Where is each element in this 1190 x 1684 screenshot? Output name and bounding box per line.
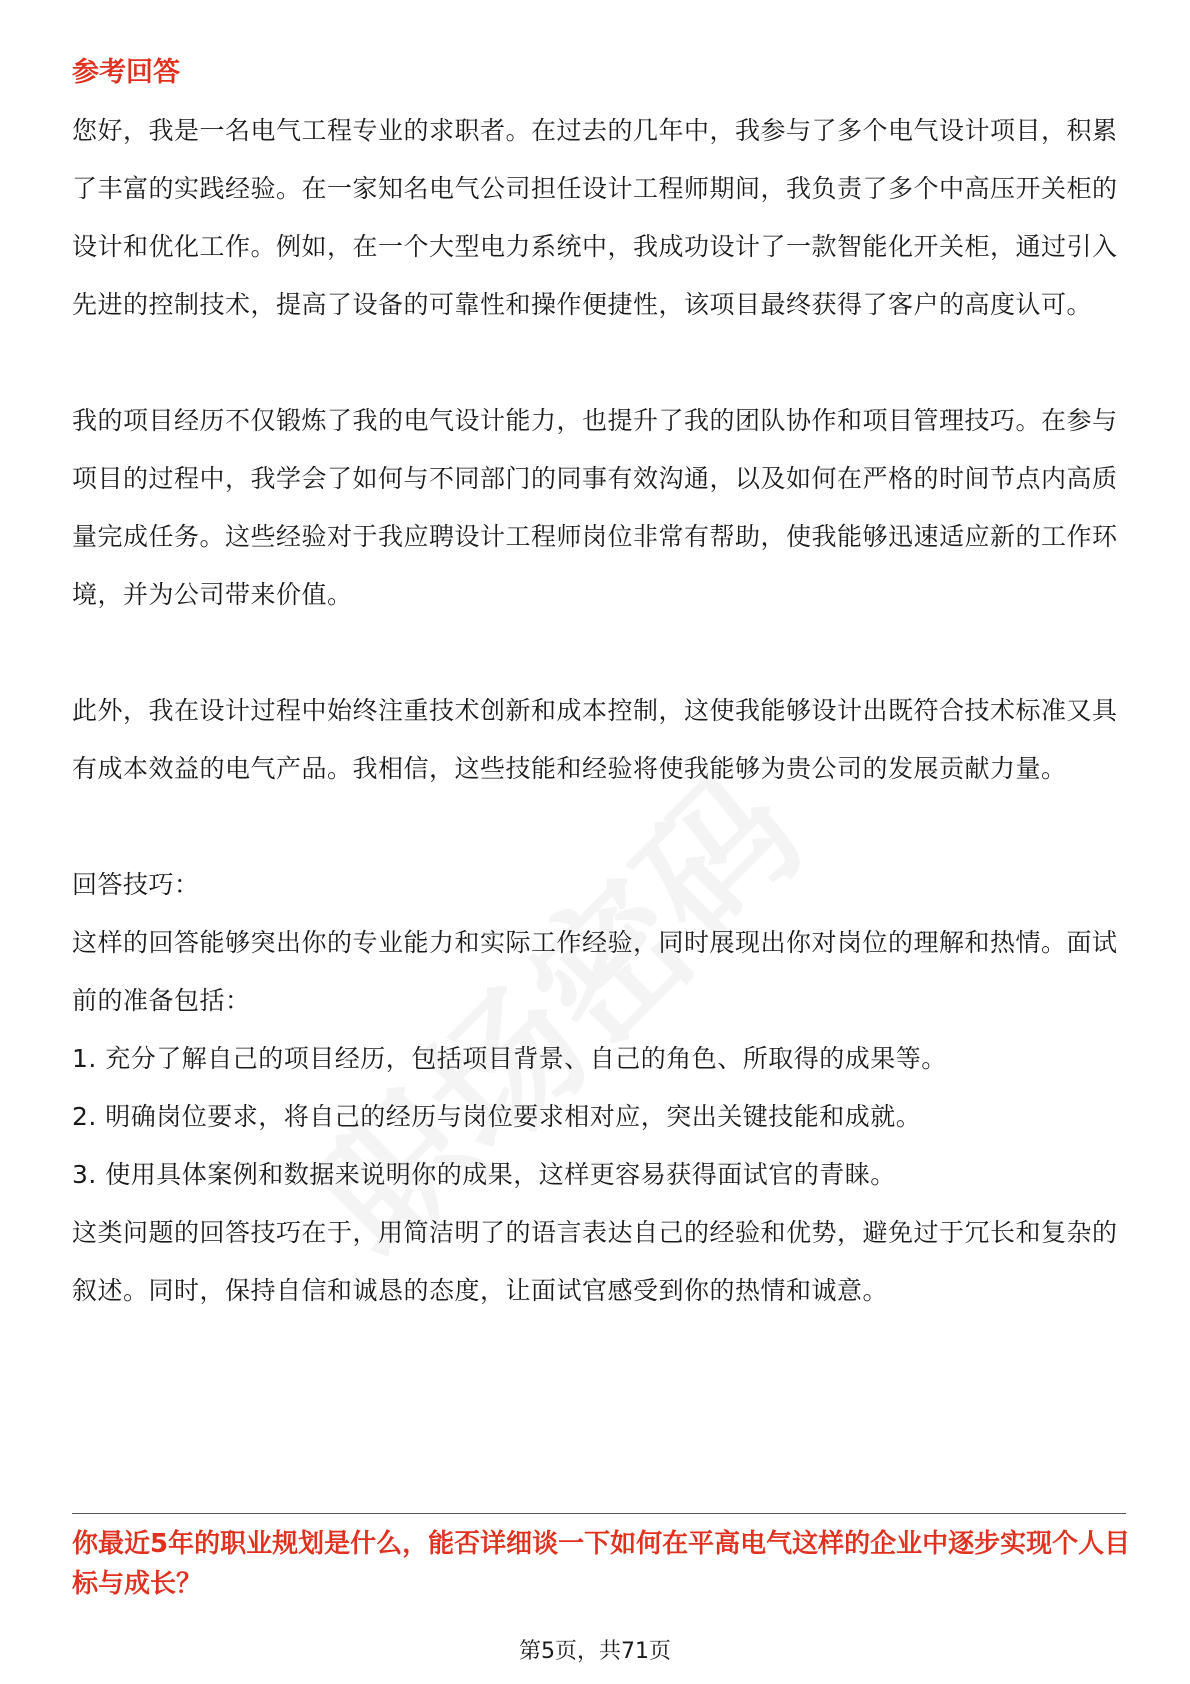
next-question-heading: 你最近5年的职业规划是什么，能否详细谈一下如何在平高电气这样的企业中逐步实现个人目标与成长？ bbox=[72, 1529, 1131, 1599]
tips-item-1: 1. 充分了解自己的项目经历，包括项目背景、自己的角色、所取得的成果等。 bbox=[72, 1044, 947, 1073]
page-number: 第5页，共71页 bbox=[519, 1639, 671, 1664]
answer-paragraph-2: 我的项目经历不仅锻炼了我的电气设计能力，也提升了我的团队协作和项目管理技巧。在参与项目的过程中，我学会了如何与不同部门的同事有效沟通，以及如何在严格的时间节点内高质量完成任务。这些经验对于我应聘设计工程师岗位非常有帮助，使我能够迅速适应新的工作环境，并为公司带来价值。 bbox=[72, 406, 1118, 609]
paragraph-gap bbox=[72, 334, 1132, 392]
answer-paragraph-3: 此外，我在设计过程中始终注重技术创新和成本控制，这使我能够设计出既符合技术标准又具有成本效益的电气产品。我相信，这些技能和经验将使我能够为贵公司的发展贡献力量。 bbox=[72, 696, 1118, 783]
tips-item-2: 2. 明确岗位要求，将自己的经历与岗位要求相对应，突出关键技能和成就。 bbox=[72, 1102, 922, 1131]
answer-paragraph-1: 您好，我是一名电气工程专业的求职者。在过去的几年中，我参与了多个电气设计项目，积累了丰富的实践经验。在一家知名电气公司担任设计工程师期间，我负责了多个中高压开关柜的设计和优化工作。例如，在一个大型电力系统中，我成功设计了一款智能化开关柜，通过引入先进的控制技术，提高了设备的可靠性和操作便捷性，该项目最终获得了客户的高度认可。 bbox=[72, 116, 1118, 319]
section-divider bbox=[72, 1513, 1126, 1514]
paragraph-gap bbox=[72, 624, 1132, 682]
tips-item-3: 3. 使用具体案例和数据来说明你的成果，这样更容易获得面试官的青睐。 bbox=[72, 1160, 896, 1189]
tips-closing: 这类问题的回答技巧在于，用简洁明了的语言表达自己的经验和优势，避免过于冗长和复杂的叙述。同时，保持自信和诚恳的态度，让面试官感受到你的热情和诚意。 bbox=[72, 1218, 1118, 1305]
page-content bbox=[72, 44, 1132, 1320]
tips-heading: 回答技巧： bbox=[72, 870, 200, 899]
answer-heading: 参考回答 bbox=[72, 57, 180, 88]
paragraph-gap bbox=[72, 798, 1132, 856]
tips-intro: 这样的回答能够突出你的专业能力和实际工作经验，同时展现出你对岗位的理解和热情。面试前的准备包括： bbox=[72, 928, 1118, 1015]
